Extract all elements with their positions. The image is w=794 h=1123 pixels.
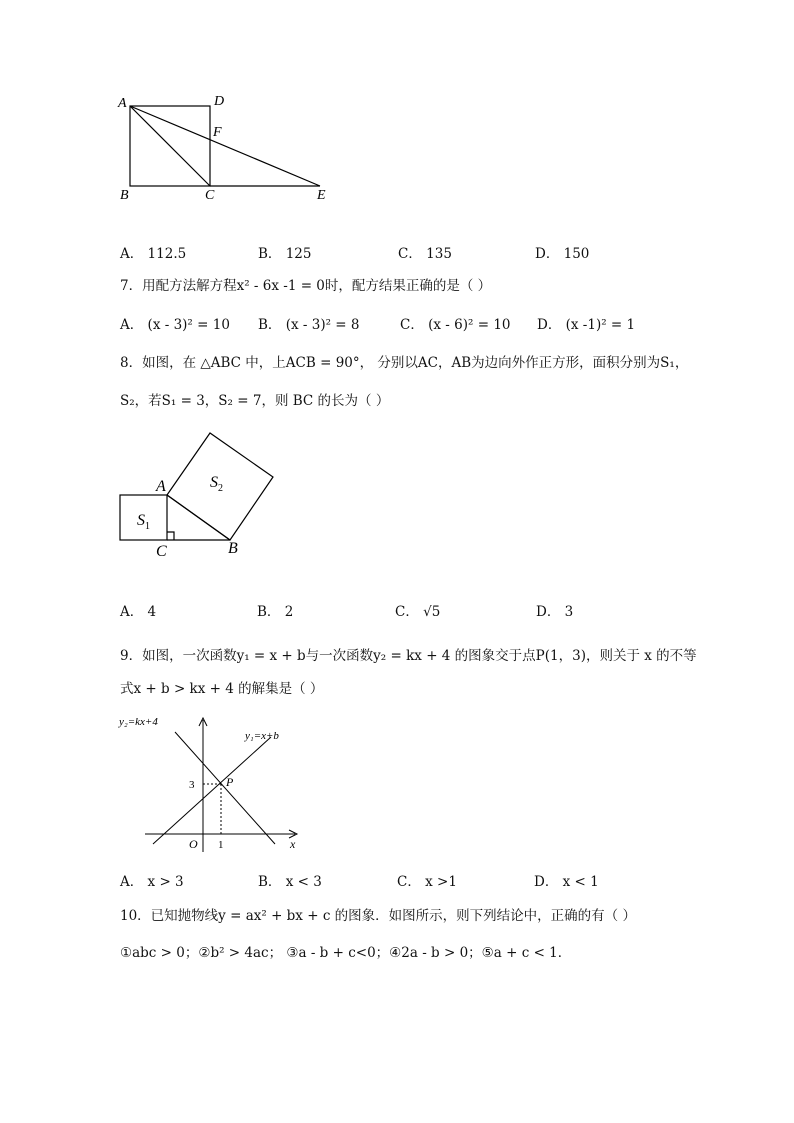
q6-option-a[interactable]: A． 112.5 bbox=[120, 246, 187, 262]
q6-option-c[interactable]: C． 135 bbox=[398, 246, 452, 262]
q9-figure bbox=[115, 712, 305, 857]
q9-stem-line2: 式x + b > kx + 4 的解集是（ ） bbox=[120, 681, 324, 697]
q6-option-d[interactable]: D． 150 bbox=[535, 246, 590, 262]
q7-option-b[interactable]: B． (x - 3)² = 8 bbox=[258, 317, 360, 333]
q7-stem: 7．用配方法解方程x² - 6x -1 = 0时，配方结果正确的是（ ） bbox=[120, 278, 492, 294]
q9-option-c[interactable]: C． x >1 bbox=[397, 874, 457, 890]
label-b: B bbox=[120, 188, 129, 203]
label-a: A bbox=[156, 478, 166, 495]
q7-option-c[interactable]: C． (x - 6)² = 10 bbox=[400, 317, 511, 333]
label-c: C bbox=[205, 188, 215, 203]
q7-option-a[interactable]: A． (x - 3)² = 10 bbox=[120, 317, 230, 333]
q9-stem-line1: 9．如图，一次函数y₁ = x + b与一次函数y₂ = kx + 4 的图象交于点P(1，3)，则关于 x 的不等 bbox=[120, 648, 697, 664]
q10-conclusions: ①abc > 0；②b² > 4ac； ③a - b + c<0；④2a - b > 0；⑤a + c < 1． bbox=[120, 945, 572, 961]
q9-option-a[interactable]: A． x > 3 bbox=[120, 874, 184, 890]
q8-option-c[interactable]: C． √5 bbox=[395, 604, 441, 620]
tick-label-1: 1 bbox=[218, 839, 224, 851]
label-s1: $S_1$ bbox=[137, 512, 150, 532]
label-f: F bbox=[213, 125, 222, 140]
line-ae bbox=[130, 106, 320, 186]
q9-option-b[interactable]: B． x < 3 bbox=[258, 874, 322, 890]
q9-option-d[interactable]: D． x < 1 bbox=[534, 874, 599, 890]
q8-stem-line2: S₂，若S₁ = 3，S₂ = 7，则 BC 的长为（ ） bbox=[120, 393, 390, 409]
line-y1 bbox=[153, 737, 271, 844]
q8-figure bbox=[110, 425, 290, 565]
label-y2: y₂=kx+4 bbox=[119, 716, 158, 728]
q10-stem: 10．已知抛物线y = ax² + bx + c 的图象．如图所示，则下列结论中，正确的有（ ） bbox=[120, 908, 636, 924]
q6-figure bbox=[110, 90, 340, 205]
q8-option-b[interactable]: B． 2 bbox=[257, 604, 294, 620]
label-e: E bbox=[317, 188, 326, 203]
q6-option-b[interactable]: B． 125 bbox=[258, 246, 312, 262]
label-x: x bbox=[290, 837, 296, 851]
label-s2: $S_2$ bbox=[210, 474, 223, 494]
q8-stem-line1: 8．如图，在 △ABC 中，上ACB = 90°， 分别以AC，AB为边向外作正方形，面积分别为S₁， bbox=[120, 355, 689, 371]
label-y1: y₁=x+b bbox=[245, 730, 279, 742]
label-p: P bbox=[226, 775, 234, 789]
right-angle-mark bbox=[167, 532, 174, 540]
tick-label-3: 3 bbox=[189, 779, 195, 791]
label-c: C bbox=[156, 543, 167, 560]
label-b: B bbox=[228, 540, 238, 557]
diagonal-ac bbox=[130, 106, 210, 186]
q8-option-d[interactable]: D． 3 bbox=[536, 604, 574, 620]
q8-option-a[interactable]: A． 4 bbox=[120, 604, 157, 620]
q7-option-d[interactable]: D． (x -1)² = 1 bbox=[537, 317, 636, 333]
label-o: O bbox=[189, 837, 198, 851]
label-d: D bbox=[214, 94, 225, 109]
label-a: A bbox=[118, 96, 127, 111]
